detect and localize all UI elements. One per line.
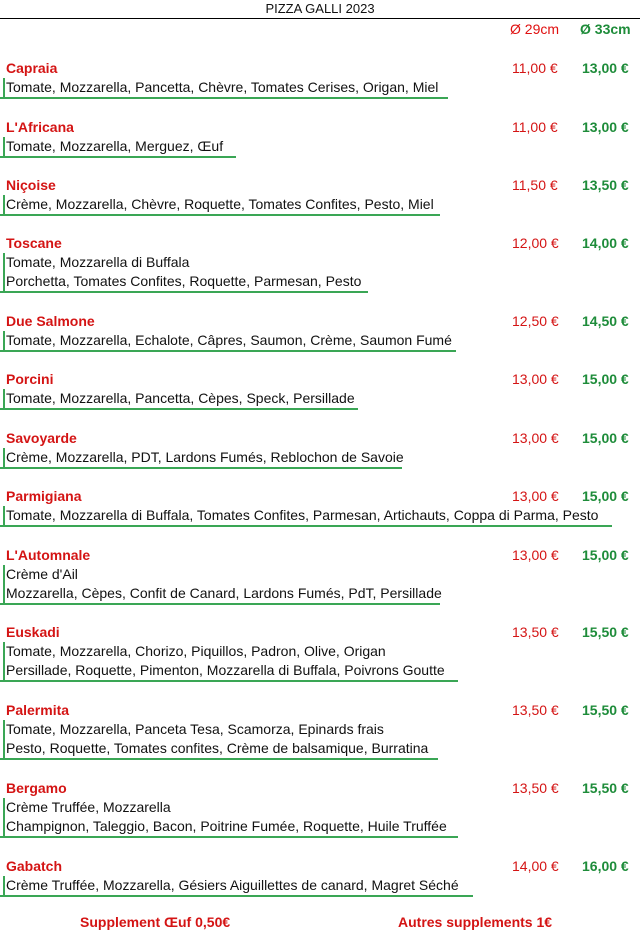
menu-item-header bbox=[0, 856, 640, 876]
item-left-rule bbox=[3, 253, 5, 291]
ingredients-line: Tomate, Mozzarella, Pancetta, Chèvre, Tomates Cerises, Origan, Miel bbox=[6, 79, 439, 95]
pizza-name: Bergamo bbox=[6, 780, 67, 796]
menu-item-header bbox=[0, 58, 640, 78]
price-large: 15,50 € bbox=[582, 780, 629, 796]
ingredients-line: Crème, Mozzarella, Chèvre, Roquette, Tomates Confites, Pesto, Miel bbox=[6, 196, 434, 212]
price-small: 12,00 € bbox=[512, 235, 559, 251]
price-large: 15,50 € bbox=[582, 702, 629, 718]
other-supplements-note: Autres supplements 1€ bbox=[398, 914, 553, 930]
item-underline bbox=[0, 603, 440, 605]
price-large: 14,50 € bbox=[582, 313, 629, 329]
menu-item-header bbox=[0, 622, 640, 642]
menu-item-header bbox=[0, 486, 640, 506]
item-underline bbox=[0, 350, 456, 352]
ingredients-line: Tomate, Mozzarella, Pancetta, Cèpes, Speck, Persillade bbox=[6, 390, 355, 406]
menu-item bbox=[0, 428, 640, 467]
item-left-rule bbox=[3, 798, 5, 836]
price-small: 13,00 € bbox=[512, 371, 559, 387]
menu-item bbox=[0, 175, 640, 214]
price-small: 12,50 € bbox=[512, 313, 559, 329]
item-underline bbox=[0, 467, 402, 469]
menu-item bbox=[0, 117, 640, 156]
price-small: 13,00 € bbox=[512, 547, 559, 563]
item-left-rule bbox=[3, 876, 5, 895]
pizza-name: Capraia bbox=[6, 60, 58, 76]
item-left-rule bbox=[3, 448, 5, 467]
price-small: 11,50 € bbox=[512, 177, 558, 193]
pizza-name: Toscane bbox=[6, 235, 62, 251]
size-header-large: Ø 33cm bbox=[580, 21, 631, 37]
item-left-rule bbox=[3, 137, 5, 156]
menu-item-header bbox=[0, 117, 640, 137]
item-left-rule bbox=[3, 195, 5, 214]
egg-supplement-note: Supplement Œuf 0,50€ bbox=[80, 914, 231, 930]
menu-item-header bbox=[0, 700, 640, 720]
price-large: 15,00 € bbox=[582, 547, 629, 563]
item-left-rule bbox=[3, 331, 5, 350]
ingredients-line: Tomate, Mozzarella, Merguez, Œuf bbox=[6, 138, 224, 154]
menu-item-header bbox=[0, 545, 640, 565]
ingredients-line: Porchetta, Tomates Confites, Roquette, Parmesan, Pesto bbox=[6, 273, 362, 289]
item-left-rule bbox=[3, 642, 5, 680]
item-underline bbox=[0, 97, 448, 99]
pizza-name: Niçoise bbox=[6, 177, 56, 193]
item-underline bbox=[0, 525, 612, 527]
ingredients-line: Champignon, Taleggio, Bacon, Poitrine Fumée, Roquette, Huile Truffée bbox=[6, 818, 447, 834]
ingredients-line: Crème d'Ail bbox=[6, 566, 78, 582]
menu-item bbox=[0, 233, 640, 291]
item-underline bbox=[0, 214, 440, 216]
pizza-name: Euskadi bbox=[6, 624, 60, 640]
item-underline bbox=[0, 836, 458, 838]
menu-item bbox=[0, 622, 640, 680]
menu-item-header bbox=[0, 311, 640, 331]
price-large: 15,50 € bbox=[582, 624, 629, 640]
price-small: 13,00 € bbox=[512, 430, 559, 446]
menu-item bbox=[0, 486, 640, 525]
ingredients-line: Crème Truffée, Mozzarella, Gésiers Aiguillettes de canard, Magret Séché bbox=[6, 877, 459, 893]
price-large: 15,00 € bbox=[582, 430, 629, 446]
ingredients-line: Mozzarella, Cèpes, Confit de Canard, Lardons Fumés, PdT, Persillade bbox=[6, 585, 442, 601]
item-left-rule bbox=[3, 565, 5, 603]
price-small: 13,50 € bbox=[512, 624, 559, 640]
menu-item bbox=[0, 369, 640, 408]
price-small: 14,00 € bbox=[512, 858, 559, 874]
menu-item bbox=[0, 778, 640, 836]
item-underline bbox=[0, 291, 368, 293]
ingredients-line: Tomate, Mozzarella di Buffala bbox=[6, 254, 190, 270]
pizza-name: Palermita bbox=[6, 702, 70, 718]
ingredients-line: Tomate, Mozzarella, Echalote, Câpres, Saumon, Crème, Saumon Fumé bbox=[6, 332, 452, 348]
size-header-small: Ø 29cm bbox=[510, 21, 560, 37]
item-underline bbox=[0, 758, 438, 760]
price-large: 13,00 € bbox=[582, 60, 629, 76]
item-left-rule bbox=[3, 78, 5, 97]
pizza-name: Porcini bbox=[6, 371, 54, 387]
ingredients-line: Pesto, Roquette, Tomates confites, Crème de balsamique, Burratina bbox=[6, 740, 429, 756]
pizza-name: L'Automnale bbox=[6, 547, 91, 563]
item-left-rule bbox=[3, 506, 5, 525]
pizza-name: Gabatch bbox=[6, 858, 63, 874]
menu-item bbox=[0, 311, 640, 350]
menu-item-header bbox=[0, 175, 640, 195]
menu-item-header bbox=[0, 233, 640, 253]
price-large: 13,50 € bbox=[582, 177, 629, 193]
item-left-rule bbox=[3, 720, 5, 758]
pizza-name: Savoyarde bbox=[6, 430, 77, 446]
price-large: 15,00 € bbox=[582, 371, 629, 387]
item-underline bbox=[0, 156, 236, 158]
price-large: 14,00 € bbox=[582, 235, 629, 251]
price-small: 11,00 € bbox=[512, 119, 558, 135]
item-underline bbox=[0, 408, 358, 410]
menu-item bbox=[0, 856, 640, 895]
ingredients-line: Crème Truffée, Mozzarella bbox=[6, 799, 171, 815]
menu-item bbox=[0, 700, 640, 758]
pizza-name: Parmigiana bbox=[6, 488, 82, 504]
ingredients-line: Tomate, Mozzarella, Panceta Tesa, Scamorza, Epinards frais bbox=[6, 721, 384, 737]
price-large: 16,00 € bbox=[582, 858, 629, 874]
page-title: PIZZA GALLI 2023 bbox=[265, 1, 375, 16]
price-small: 13,00 € bbox=[512, 488, 559, 504]
menu-item bbox=[0, 58, 640, 97]
ingredients-line: Crème, Mozzarella, PDT, Lardons Fumés, Reblochon de Savoie bbox=[6, 449, 404, 465]
menu-item bbox=[0, 545, 640, 603]
ingredients-line: Tomate, Mozzarella, Chorizo, Piquillos, Padron, Olive, Origan bbox=[6, 643, 386, 659]
ingredients-line: Tomate, Mozzarella di Buffala, Tomates Confites, Parmesan, Artichauts, Coppa di Parma, Pesto bbox=[6, 507, 599, 523]
item-left-rule bbox=[3, 389, 5, 408]
pizza-name: Due Salmone bbox=[6, 313, 95, 329]
price-large: 13,00 € bbox=[582, 119, 629, 135]
price-small: 13,50 € bbox=[512, 702, 559, 718]
ingredients-line: Persillade, Roquette, Pimenton, Mozzarella di Buffala, Poivrons Goutte bbox=[6, 662, 445, 678]
menu-item-header bbox=[0, 369, 640, 389]
menu-item-header bbox=[0, 778, 640, 798]
price-small: 13,50 € bbox=[512, 780, 559, 796]
price-large: 15,00 € bbox=[582, 488, 629, 504]
menu-item-header bbox=[0, 428, 640, 448]
price-small: 11,00 € bbox=[512, 60, 558, 76]
item-underline bbox=[0, 895, 473, 897]
pizza-name: L'Africana bbox=[6, 119, 74, 135]
item-underline bbox=[0, 680, 458, 682]
